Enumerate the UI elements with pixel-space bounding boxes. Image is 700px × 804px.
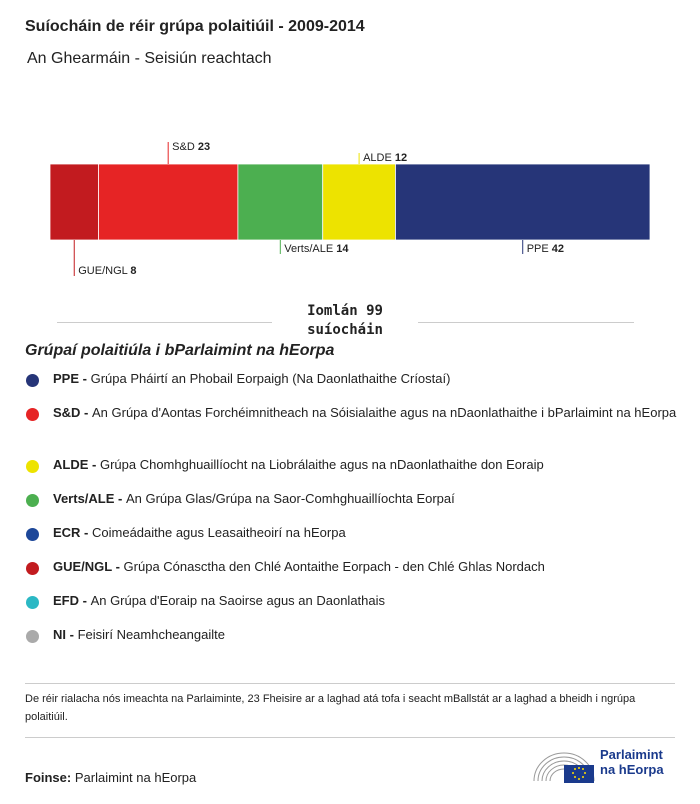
total-divider-left: [57, 322, 272, 323]
divider-bottom: [25, 737, 675, 738]
data-label: GUE/NGL 8: [78, 265, 137, 277]
legend-title: Grúpaí polaitiúla i bParlaimint na hEorpa: [25, 342, 335, 359]
total-divider-right: [418, 322, 634, 323]
logo-line-2: na hEorpa: [600, 762, 664, 777]
legend-swatch: [26, 374, 39, 387]
legend-item-ppe: [25, 370, 693, 388]
legend-abbr: EFD -: [53, 593, 91, 608]
source-value: Parlaimint na hEorpa: [74, 770, 197, 785]
legend-swatch: [26, 494, 39, 507]
source-label: Foinse:: [25, 770, 72, 785]
legend-abbr: ALDE -: [53, 457, 100, 472]
legend-swatch: [26, 596, 39, 609]
legend-desc: Grúpa Chomhghuaillíocht na Liobrálaithe agus na nDaonlathaithe don Eoraip: [99, 457, 544, 472]
logo-line-1: Parlaimint: [600, 747, 663, 762]
data-label: S&D 23: [172, 141, 211, 153]
bar-segment-gue-ngl: [50, 164, 98, 240]
chart-title: Suíocháin de réir grúpa polaitiúil - 2009-2014: [25, 18, 365, 35]
legend-desc: An Grúpa d'Aontas Forchéimnitheach na Sóisialaithe agus na nDaonlathaithe i bParlaimint na hEorpa: [92, 405, 677, 420]
legend-desc: Coimeádaithe agus Leasaitheoirí na hEorpa: [92, 525, 346, 540]
legend-item-efd: [25, 592, 693, 610]
legend-abbr: NI -: [53, 627, 78, 642]
legend-item-ni: [25, 626, 693, 644]
legend-abbr: Verts/ALE -: [53, 491, 126, 506]
legend-swatch: [26, 460, 39, 473]
chart-subtitle: An Ghearmáin - Seisiún reachtach: [27, 50, 272, 67]
legend-desc: Grúpa Cónasctha den Chlé Aontaithe Eorpach - den Chlé Ghlas Nordach: [123, 559, 545, 574]
legend-item-ecr: [25, 524, 693, 542]
legend-abbr: ECR -: [53, 525, 92, 540]
source-line: [25, 770, 196, 785]
legend-abbr: S&D -: [53, 405, 92, 420]
logo-text: [600, 747, 664, 777]
legend-item-s-d: [25, 404, 693, 422]
total-seats-label: [275, 302, 415, 340]
divider-top: [25, 683, 675, 684]
total-line-text: Iomlán 99: [307, 303, 383, 319]
legend-abbr: GUE/NGL -: [53, 559, 124, 574]
data-label: Verts/ALE 14: [284, 243, 349, 255]
bar-segment-alde: [323, 164, 396, 240]
total-line-text: suíocháin: [307, 322, 383, 338]
data-label: ALDE 12: [363, 152, 408, 164]
legend-swatch: [26, 408, 39, 421]
legend-swatch: [26, 528, 39, 541]
legend-item-gue-ngl: [25, 558, 693, 576]
stacked-bar-chart: [0, 130, 700, 290]
bar-segment-ppe: [395, 164, 650, 240]
legend-item-alde: [25, 456, 693, 474]
european-parliament-logo: [530, 745, 680, 785]
legend-swatch: [26, 630, 39, 643]
legend-abbr: PPE -: [53, 371, 91, 386]
legend-desc: An Grúpa Glas/Grúpa na Saor-Comhghuaillíochta Eorpaí: [125, 491, 455, 506]
legend-swatch: [26, 562, 39, 575]
legend-desc: Grúpa Pháirtí an Phobail Eorpaigh (Na Daonlathaithe Críostaí): [90, 371, 451, 386]
legend-item-verts-ale: [25, 490, 693, 508]
legend-desc: Feisirí Neamhcheangailte: [77, 627, 225, 642]
bar-segment-s-d: [98, 164, 237, 240]
footnote: De réir rialacha nós imeachta na Parlaiminte, 23 Fheisire ar a laghad atá tofa i seacht mBallstát ar a laghad a bheidh i ngrúpa polaitiúil.: [25, 693, 636, 723]
data-label: PPE 42: [526, 243, 565, 255]
bar-segment-verts-ale: [238, 164, 323, 240]
legend-desc: An Grúpa d'Eoraip na Saoirse agus an Daonlathais: [90, 593, 386, 608]
hemicycle-icon: [530, 745, 598, 785]
